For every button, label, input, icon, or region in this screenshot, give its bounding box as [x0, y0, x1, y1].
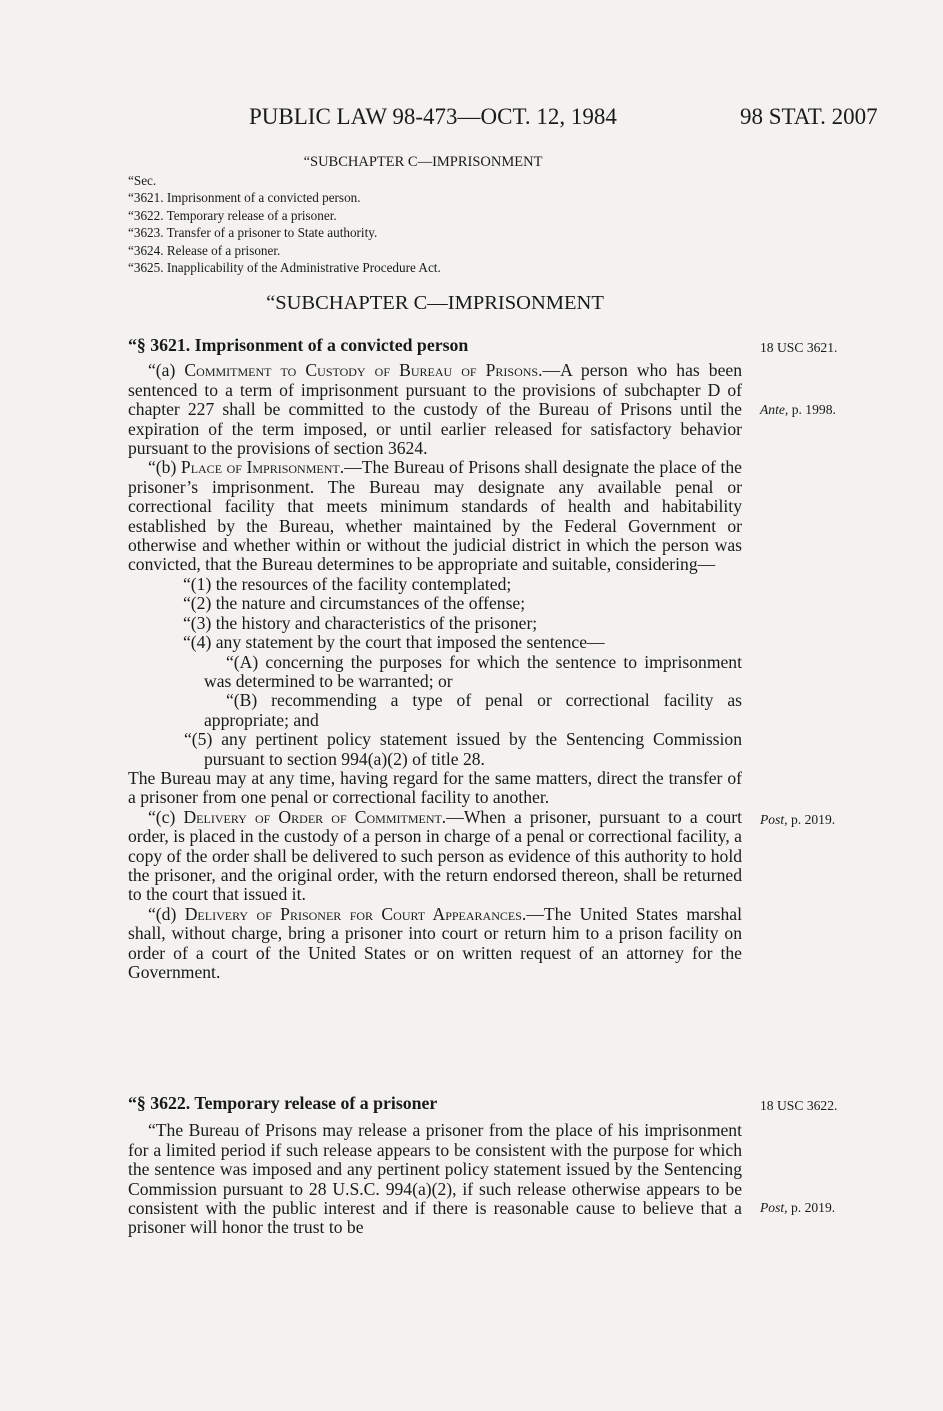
clause-b1: “(1) the resources of the facility contemplated;: [183, 573, 512, 594]
clause-b4: “(4) any statement by the court that imposed the sentence—: [183, 632, 605, 653]
paragraph-c-caption: Delivery of Order of Commitment.: [183, 806, 447, 827]
margin-note-usc-3621: 18 USC 3621.: [760, 340, 838, 355]
toc-heading: “SUBCHAPTER C—IMPRISONMENT: [303, 154, 543, 170]
toc-item: “3624. Release of a prisoner.: [128, 242, 281, 258]
section-3621: [128, 336, 742, 982]
paragraph-d-caption: Delivery of Prisoner for Court Appearances.: [184, 903, 527, 924]
table-of-sections: [128, 152, 748, 276]
paragraph-c: “(c) Delivery of Order of Commitment.—When a prisoner, pursuant to a court order, is placed in the custody of a person in charge of a penal or correctional facility, a copy of the order shall be delivered to such person as evidence of this authority to hold the prisoner, and the original order, with the return endorsed thereon, shall be returned to the court that issued it.: [128, 806, 742, 905]
paragraph-d: “(d) Delivery of Prisoner for Court Appearances.—The United States marshal shall, without charge, bring a prisoner into court or return him to a prison facility on order of a court of the United States or on written request of an attorney for the Government.: [128, 903, 743, 982]
paragraph-b-tail: The Bureau may at any time, having regard for the same matters, direct the transfer of a prisoner from one penal or correctional facility to another.: [128, 767, 742, 808]
clause-b4A: “(A) concerning the purposes for which the sentence to imprisonment was determined to be warranted; or: [204, 651, 742, 691]
toc-sec-label: “Sec.: [128, 173, 157, 188]
clause-b3: “(3) the history and characteristics of the prisoner;: [183, 612, 538, 633]
section-3621-heading: “§ 3621. Imprisonment of a convicted person: [128, 335, 469, 355]
clause-b4B: “(B) recommending a type of penal or correctional facility as appropriate; and: [204, 690, 742, 730]
clause-b2: “(2) the nature and circumstances of the offense;: [183, 593, 526, 614]
clause-b5: “(5) any pertinent policy statement issued by the Sentencing Commission pursuant to section 994(a)(2) of title 28.: [184, 729, 742, 769]
toc-item: “3625. Inapplicability of the Administrative Procedure Act.: [128, 260, 441, 276]
margin-note-post: Post, p. 2019.: [760, 812, 836, 827]
statute-page-number: 98 STAT. 2007: [740, 104, 878, 129]
page-header: [0, 104, 943, 140]
toc-item: “3622. Temporary release of a prisoner.: [128, 207, 337, 223]
paragraph-a-caption: Commitment to Custody of Bureau of Prisons.: [184, 360, 543, 381]
toc-item: “3621. Imprisonment of a convicted person.: [128, 190, 361, 206]
margin-note-ante: Ante, p. 1998.: [760, 402, 836, 417]
law-title: PUBLIC LAW 98-473—OCT. 12, 1984: [249, 104, 617, 129]
paragraph-b-caption: Place of Imprisonment.: [180, 457, 345, 478]
section-3622-heading: “§ 3622. Temporary release of a prisoner: [128, 1093, 438, 1113]
section-3622-text: “The Bureau of Prisons may release a prisoner from the place of his imprisonment for a limited period if such release appears to be consistent with the purpose for which the sentence was imposed and any pertinent policy statement issued by the Sentencing Commission pursuant to 28 U.S.C. 994(a)(2), if such release otherwise appears to be consistent with the public interest and if there is reasonable cause to believe that a prisoner will honor the trust to be: [128, 1120, 742, 1238]
margin-note-usc-3622: 18 USC 3622.: [760, 1098, 838, 1113]
toc-item: “3623. Transfer of a prisoner to State authority.: [128, 225, 378, 241]
subchapter-heading: “SUBCHAPTER C—IMPRISONMENT: [266, 292, 604, 314]
section-3622: [128, 1094, 742, 1238]
paragraph-a: “(a) Commitment to Custody of Bureau of Prisons.—A person who has been sentenced to a term of imprisonment pursuant to the provisions of subchapter D of chapter 227 shall be committed to the custody of the Bureau of Prisons until the expiration of the term imposed, or until earlier released for satisfactory behavior pursuant to the provisions of section 3624.: [128, 360, 743, 459]
margin-note-post: Post, p. 2019.: [760, 1200, 836, 1215]
paragraph-b: “(b) Place of Imprisonment.—The Bureau of Prisons shall designate the place of the prisoner’s imprisonment. The Bureau may designate any available penal or correctional facility that meets minimum standards of health and habitability established by the Bureau, whether maintained by the Federal Government or otherwise and whether within or without the judicial district in which the person was convicted, that the Bureau determines to be appropriate and suitable, considering—: [128, 457, 742, 575]
